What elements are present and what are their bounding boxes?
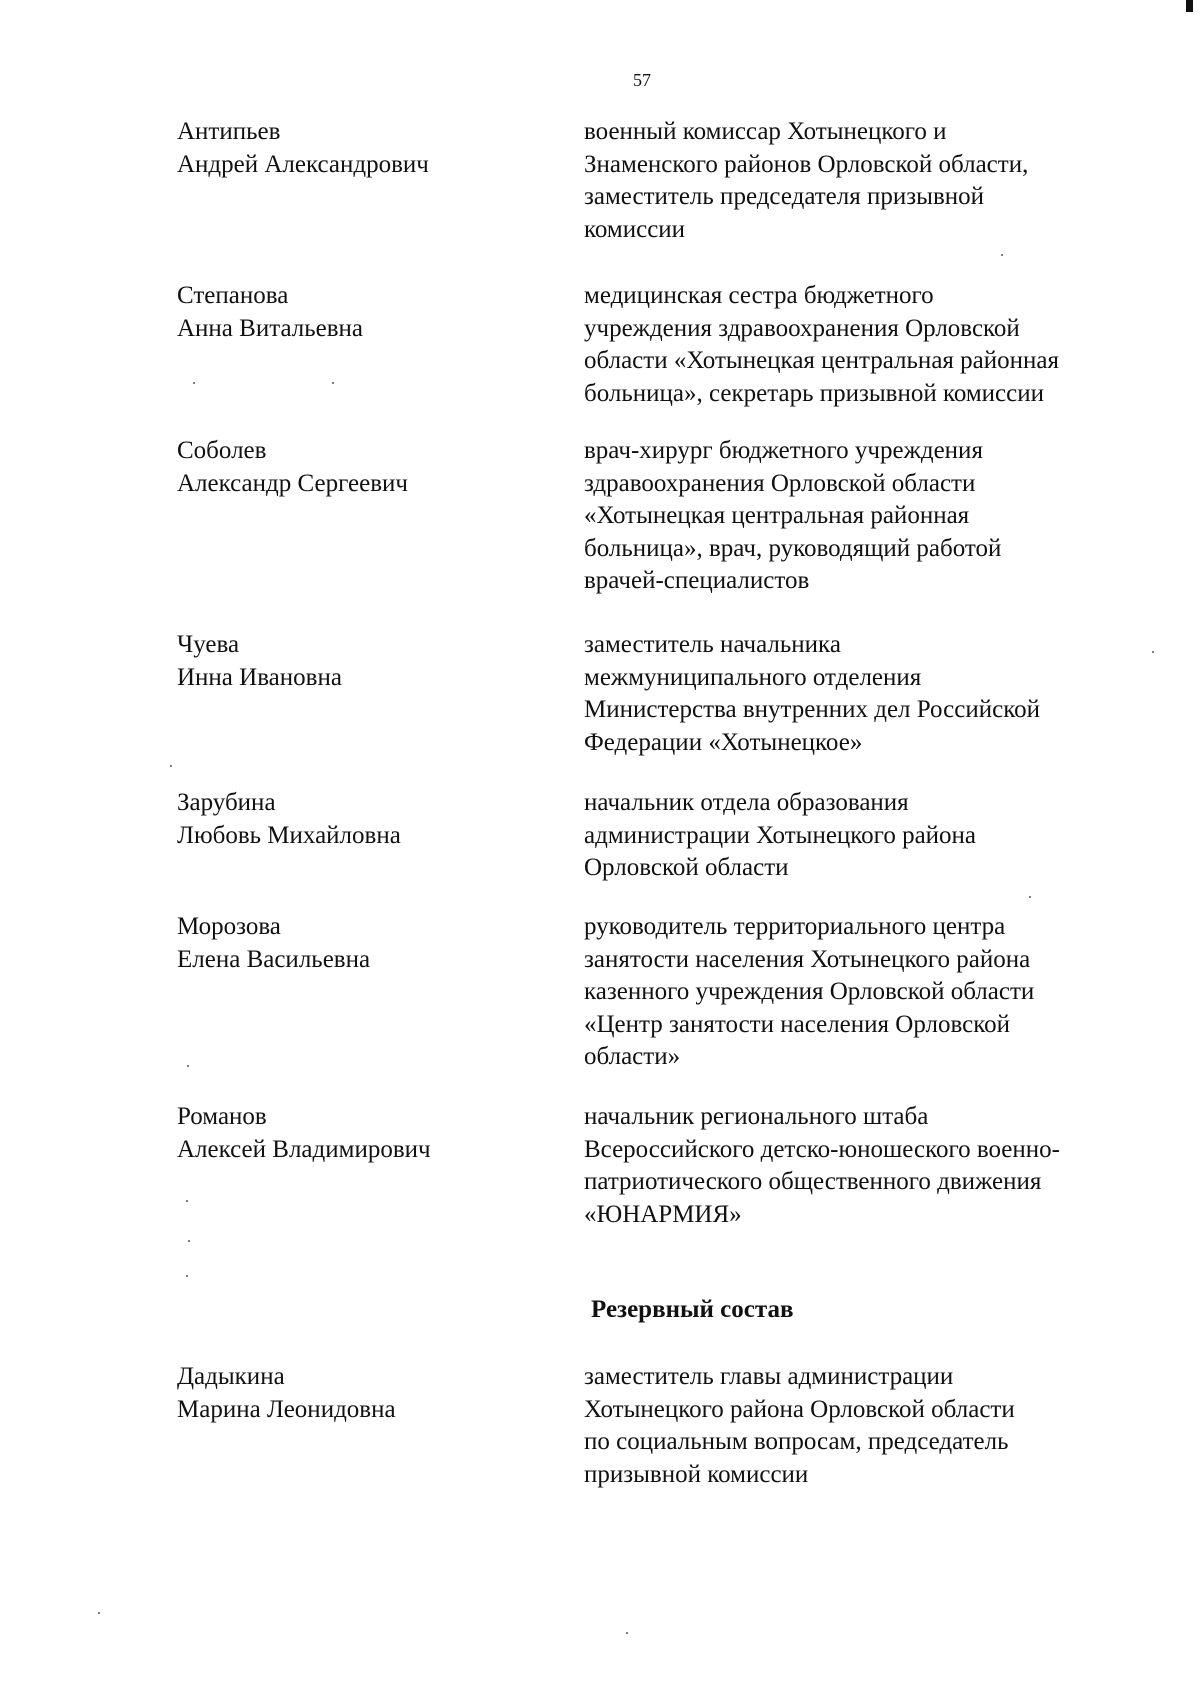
section-heading: Резервный состав [591,1296,794,1323]
member-role: руководитель территориального центра занятости населения Хотынецкого района казенного учреждения Орловской области «Центр занятости населения Орловской области» [584,913,1035,1070]
scan-speck [186,1200,188,1202]
member-role: медицинская сестра бюджетного учреждения здравоохранения Орловской области «Хотынецкая центральная районная больница», секретарь призывной комиссии [584,282,1059,407]
member-name: Морозова Елена Васильевна [177,913,371,973]
scan-speck [332,382,334,384]
scan-speck [1152,651,1154,653]
member-name: Чуева Инна Ивановна [177,631,342,691]
scan-speck [186,1275,188,1277]
scan-edge-mark [1186,0,1193,12]
scan-speck [1001,254,1003,256]
scan-speck [170,765,172,767]
scan-speck [193,382,195,384]
member-role: врач-хирург бюджетного учреждения здравоохранения Орловской области «Хотынецкая центральная районная больница», врач, руководящий работой врачей-специалистов [584,437,1002,594]
scan-speck [188,1240,190,1242]
scan-speck [1029,896,1031,898]
member-name: Соболев Александр Сергеевич [177,437,408,497]
scan-speck [187,1065,189,1067]
scan-speck [626,1632,628,1634]
member-role: военный комиссар Хотынецкого и Знаменского районов Орловской области, заместитель председателя призывной комиссии [584,118,1029,243]
scan-speck [98,1612,100,1614]
member-name: Антипьев Андрей Александрович [177,118,429,178]
member-role: начальник отдела образования администрации Хотынецкого района Орловской области [584,789,977,881]
member-role: заместитель начальника межмуниципального отделения Министерства внутренних дел Российской Федерации «Хотынецкое» [584,631,1040,756]
member-name: Зарубина Любовь Михайловна [177,789,401,849]
member-role: начальник регионального штаба Всероссийского детско-юношеского военно- патриотического общественного движения «ЮНАРМИЯ» [584,1103,1060,1228]
member-name: Степанова Анна Витальевна [177,282,364,342]
page-number: 57 [633,70,651,90]
member-name: Романов Алексей Владимирович [177,1103,431,1163]
member-name: Дадыкина Марина Леонидовна [177,1363,396,1423]
member-role: заместитель главы администрации Хотынецкого района Орловской области по социальным вопросам, председатель призывной комиссии [584,1363,1015,1488]
